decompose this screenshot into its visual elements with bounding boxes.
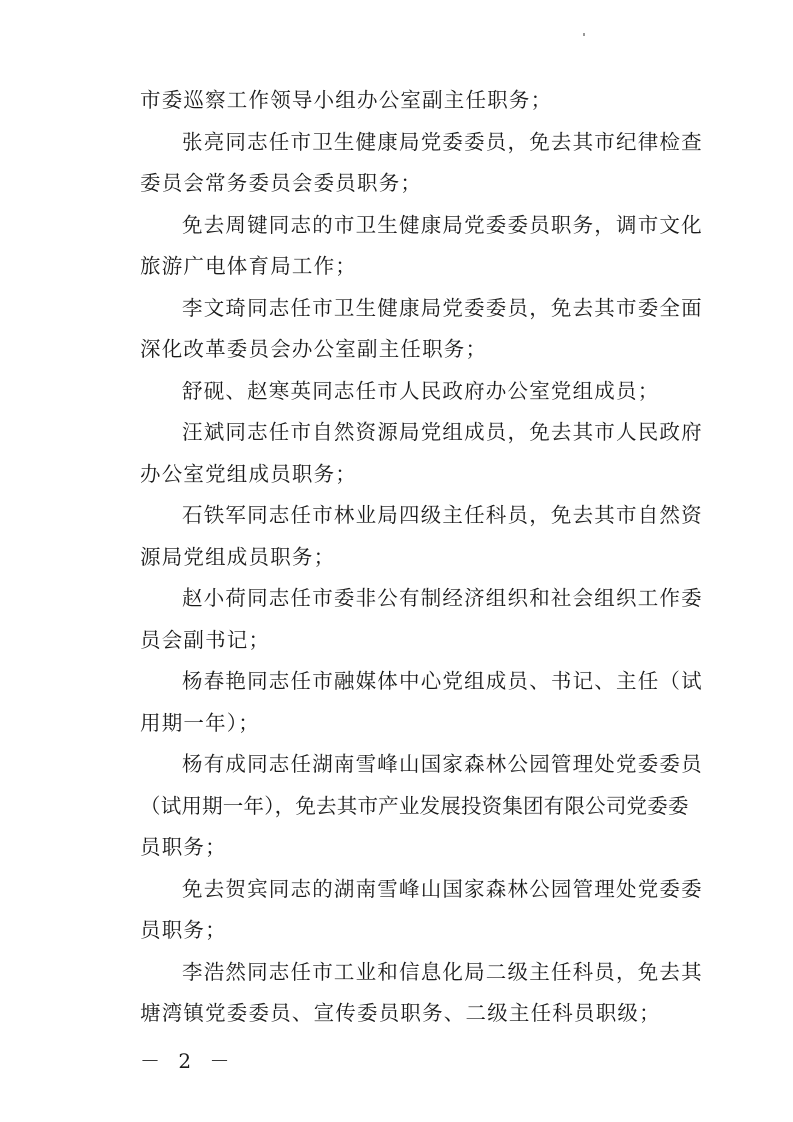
text-line: 赵小荷同志任市委非公有制经济组织和社会组织工作委 <box>182 586 703 610</box>
text-line: 塘湾镇党委委员、宣传委员职务、二级主任科员职级； <box>140 1001 661 1025</box>
text-line: 张亮同志任市卫生健康局党委委员，免去其市纪律检查 <box>182 129 703 154</box>
text-line: 源局党组成员职务； <box>140 544 336 569</box>
text-line: 免去周键同志的市卫生健康局党委委员职务，调市文化 <box>182 212 703 237</box>
text-line: 办公室党组成员职务； <box>140 461 357 486</box>
text-line: 杨有成同志任湖南雪峰山国家森林公园管理处党委委员 <box>182 752 703 776</box>
text-line: 免去贺宾同志的湖南雪峰山国家森林公园管理处党委委 <box>182 876 703 901</box>
text-line: 杨春艳同志任市融媒体中心党组成员、书记、主任（试 <box>182 669 703 693</box>
text-line: 用期一年）； <box>140 710 260 735</box>
text-line: 汪斌同志任市自然资源局党组成员，免去其市人民政府 <box>182 420 703 444</box>
text-line: 委员会常务委员会委员职务； <box>140 171 423 195</box>
text-line: 石铁军同志任市林业局四级主任科员，免去其市自然资 <box>182 503 703 527</box>
text-line: 李浩然同志任市工业和信息化局二级主任科员，免去其 <box>182 959 703 984</box>
text-line: 员职务； <box>140 918 227 942</box>
text-line: 舒砚、赵寒英同志任市人民政府办公室党组成员； <box>182 378 660 403</box>
text-line: 员会副书记； <box>140 627 271 652</box>
text-line: 深化改革委员会办公室副主任职务； <box>140 337 488 361</box>
text-line: 市委巡察工作领导小组办公室副主任职务； <box>140 88 553 112</box>
text-line: 旅游广电体育局工作； <box>140 254 357 278</box>
text-line: （试用期一年），免去其市产业发展投资集团有限公司党委委 <box>140 793 689 818</box>
page-number: － 2 － <box>140 1049 236 1073</box>
text-line: 李文琦同志任市卫生健康局党委委员，免去其市委全面 <box>182 295 703 320</box>
text-line: 员职务； <box>140 835 227 859</box>
scan-speck <box>583 33 585 36</box>
